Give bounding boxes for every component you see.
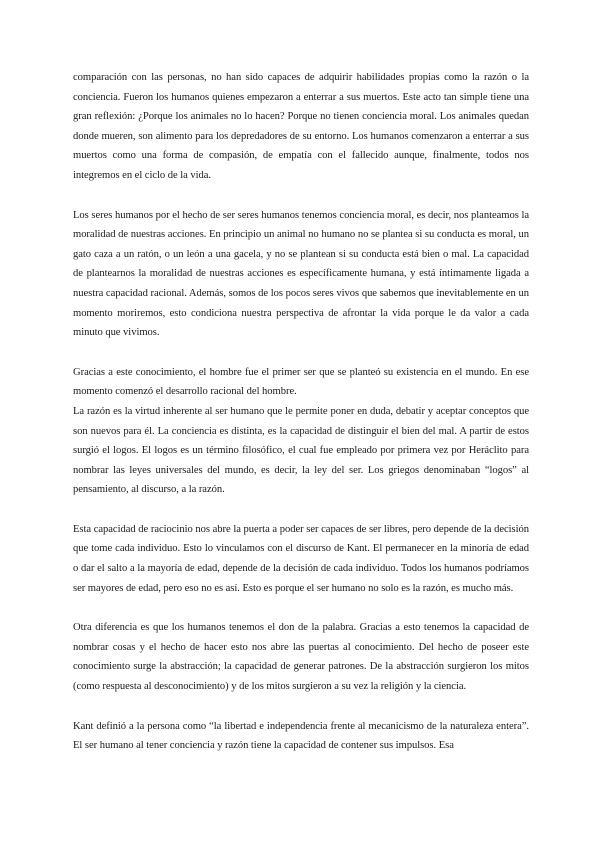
paragraph-raciocinio-kant: Esta capacidad de raciocinio nos abre la puerta a poder ser capaces de ser libres, pero depende de la decisión que tome cada individuo. Esto lo vinculamos con el discurso de Kant. El permanecer en la minoría de edad o dar el salto a la mayoría de edad, depende de la decisión de cada individuo. Todos los humanos podríamos ser mayores de edad, pero eso no es así. Esto es porque el ser humano no solo es la razón, es mucho más.: [73, 523, 529, 594]
paragraph-razon-logos: La razón es la virtud inherente al ser humano que le permite poner en duda, debatir y aceptar conceptos que son nuevos para él. La conciencia es distinta, es la capacidad de distinguir el bien del mal. A partir de estos surgió el logos. El logos es un término filosófico, el cual fue empleado por primera vez por Heráclito para nombrar las leyes universales del mundo, es decir, la ley del ser. Los griegos denominaban “logos” al pensamiento, al discurso, a la razón.: [73, 405, 529, 496]
document-body: [73, 68, 529, 776]
paragraph-don-palabra: Otra diferencia es que los humanos tenemos el don de la palabra. Gracias a esto tenemos la capacidad de nombrar cosas y el hecho de hacer esto nos abre las puertas al conocimiento. Del hecho de poseer este conocimiento surge la abstracción; la capacidad de generar patrones. De la abstracción surgieron los mitos (como respuesta al desconocimiento) y de los mitos surgieron a su vez la religión y la ciencia.: [73, 622, 529, 693]
paragraph-consciencia-muertos: comparación con las personas, no han sido capaces de adquirir habilidades propias como la razón o la conciencia. Fueron los humanos quienes empezaron a enterrar a sus muertos. Este acto tan simple tiene una gran reflexión: ¿Porque los animales no lo hacen? Porque no tienen conciencia moral. Los animales quedan donde mueren, son alimento para los depredadores de su entorno. Los humanos comenzaron a enterrar a sus muertos como una forma de compasión, de empatía con el fallecido aunque, finalmente, todos nos integremos en el ciclo de la vida.: [73, 72, 529, 181]
paragraph-kant-persona: Kant definió a la persona como “la libertad e independencia frente al mecanicismo de la naturaleza entera”. El ser humano al tener conciencia y razón tiene la capacidad de contener sus impulsos. Esa: [73, 720, 529, 752]
paragraph-primer-ser: Gracias a este conocimiento, el hombre fue el primer ser que se planteó su existencia en el mundo. En ese momento comenzó el desarrollo racional del hombre.: [73, 366, 529, 398]
paragraph-conciencia-moral: Los seres humanos por el hecho de ser seres humanos tenemos conciencia moral, es decir, nos planteamos la moralidad de nuestras acciones. En principio un animal no humano no se plantea si su conducta es moral, un gato caza a un ratón, o un león a una gacela, y no se plantean si su conducta está bien o mal. La capacidad de plantearnos la moralidad de nuestras acciones es específicamente humana, y está íntimamente ligada a nuestra capacidad racional. Además, somos de los pocos seres vivos que sabemos que inevitablemente en un momento moriremos, esto condiciona nuestra perspectiva de afrontar la vida porque le da valor a cada minuto que vivimos.: [73, 209, 529, 339]
